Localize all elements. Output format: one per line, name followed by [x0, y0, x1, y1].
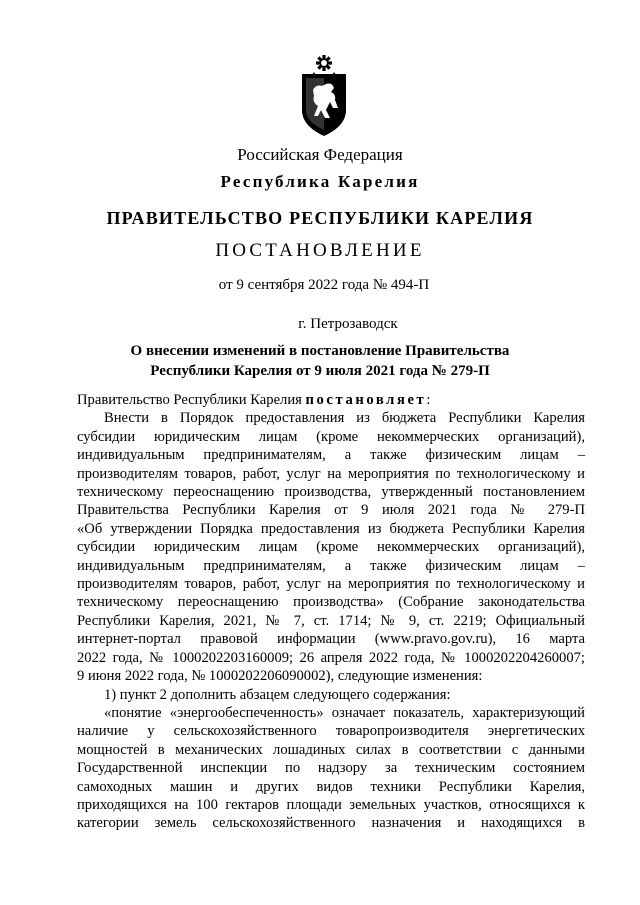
- body-line: Государственной инспекции по надзору за техническим состоянием: [77, 760, 585, 777]
- body-line: самоходных машин и других видов техники Республики Карелия,: [77, 778, 585, 795]
- body-line: «Об утверждении Порядка предоставления из бюджета Республики Карелия: [77, 520, 585, 537]
- body-line: индивидуальным предпринимателям, а также физическим лицам –: [77, 447, 585, 464]
- decree-paragraph: [77, 391, 585, 409]
- body-line: интернет-портал правовой информации (www.pravo.gov.ru), 16 марта: [77, 631, 585, 648]
- republic-name: Республика Карелия: [220, 172, 420, 191]
- body-line: приходящихся на 100 гектаров площади земельных участков, относящихся к: [77, 796, 585, 813]
- subject-line: Республики Карелия от 9 июля 2021 года № 279-П: [150, 363, 490, 379]
- body-line: производителям товаров, работ, услуг на мероприятия по технологическому и: [77, 576, 585, 593]
- document-date-number: от 9 сентября 2022 года № 494-П: [218, 277, 430, 293]
- country-name: Российская Федерация: [237, 145, 403, 164]
- coat-of-arms-emblem: [296, 54, 352, 138]
- body-line: техническому переоснащению производства, утвержденный постановлением: [77, 484, 585, 501]
- body-line: категории земель сельскохозяйственного назначения и находящихся в: [77, 815, 585, 832]
- body-line: мощностей в механических лошадиных силах в соответствии с данными: [77, 741, 585, 758]
- body-line: наличие у сельскохозяйственного товаропроизводителя энергетических: [77, 723, 585, 740]
- body-line: 9 июня 2022 года, № 1000202206090002), следующие изменения:: [77, 668, 483, 685]
- body-line: 1) пункт 2 дополнить абзацем следующего содержания:: [104, 686, 451, 703]
- body-line: техническому переоснащению производства» (Собрание законодательства: [77, 594, 585, 611]
- body-line: Республики Карелия, 2021, № 7, ст. 1714; № 9, ст. 2219; Официальный: [77, 612, 585, 629]
- body-line: Правительства Республики Карелия от 9 июля 2021 года № 279-П: [77, 502, 585, 519]
- body-line: «понятие «энергообеспеченность» означает показатель, характеризующий: [104, 704, 585, 721]
- body-line: субсидии юридическим лицам (кроме некоммерческих организаций),: [77, 539, 585, 556]
- body-line: 2022 года, № 1000202203160009; 26 апреля 2022 года, № 1000202204260007;: [77, 649, 585, 666]
- decree-colon: :: [426, 392, 431, 408]
- decree-intro: Правительство Республики Карелия: [77, 392, 306, 408]
- body-line: индивидуальным предпринимателям, а также физическим лицам –: [77, 557, 585, 574]
- body-line: субсидии юридическим лицам (кроме некоммерческих организаций),: [77, 428, 585, 445]
- document-subject: [100, 341, 540, 381]
- body-line: Внести в Порядок предоставления из бюджета Республики Карелия: [104, 410, 585, 427]
- document-body: [77, 391, 585, 833]
- body-line: производителям товаров, работ, услуг на мероприятия по технологическому и: [77, 465, 585, 482]
- document-type: ПОСТАНОВЛЕНИЕ: [215, 240, 425, 261]
- subject-line: О внесении изменений в постановление Правительства: [130, 343, 510, 359]
- decree-keyword: постановляет: [305, 392, 427, 408]
- document-city: г. Петрозаводск: [298, 316, 398, 332]
- government-title: ПРАВИТЕЛЬСТВО РЕСПУБЛИКИ КАРЕЛИЯ: [106, 208, 534, 228]
